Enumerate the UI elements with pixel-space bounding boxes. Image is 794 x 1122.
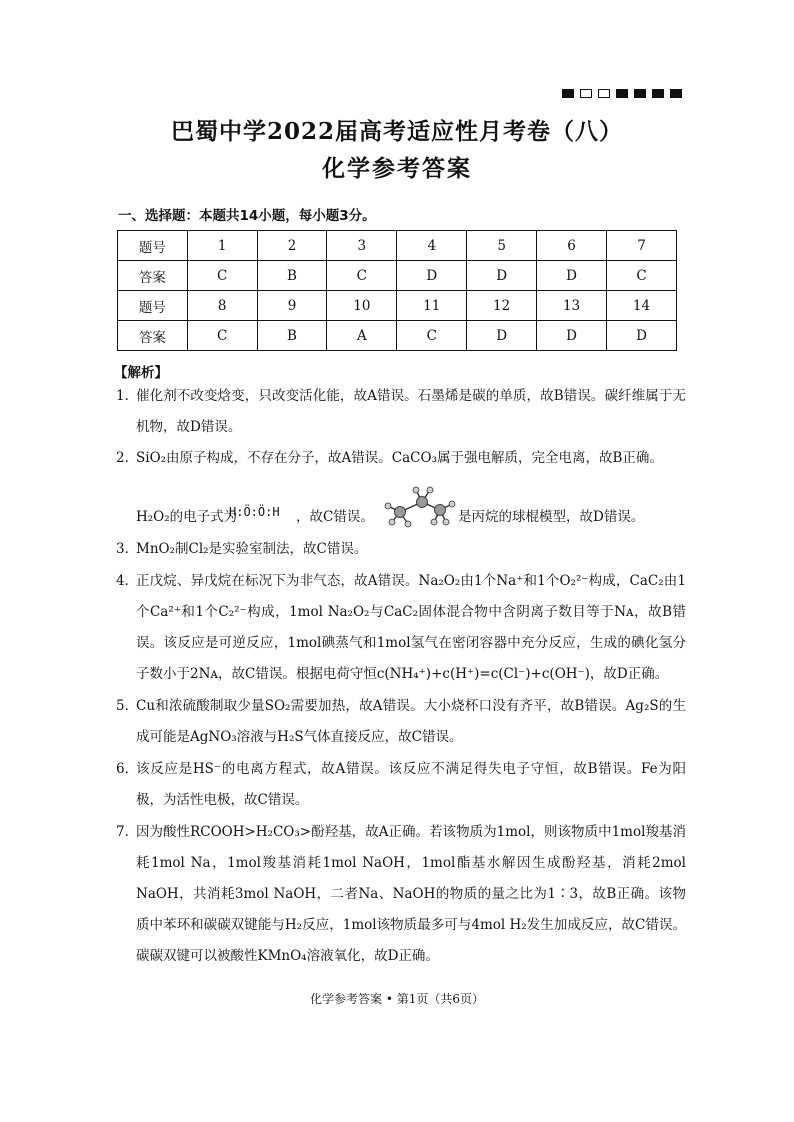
table-cell: D	[537, 321, 607, 351]
table-cell: 4	[397, 231, 467, 261]
table-cell: 7	[607, 231, 677, 261]
mark-filled	[562, 89, 574, 98]
item-2-text-a: H₂O₂的电子式为	[136, 509, 238, 525]
section-heading: 一、选择题：本题共14小题，每小题3分。	[118, 208, 376, 224]
item-text: Cu和浓硫酸制取少量SO₂需要加热，故A错误。大小烧杯口没有齐平，故B错误。Ag₂S的生成可能是AgNO₃溶液与H₂S气体直接反应，故C错误。	[136, 698, 686, 745]
table-cell: 9	[257, 291, 327, 321]
table-cell: D	[607, 321, 677, 351]
table-cell: C	[397, 321, 467, 351]
item-text: 催化剂不改变焓变，只改变活化能，故A错误。石墨烯是碳的单质，故B错误。碳纤维属于无机物，故D错误。	[136, 388, 686, 435]
table-cell: 10	[327, 291, 397, 321]
table-cell: D	[467, 321, 537, 351]
table-cell: 13	[537, 291, 607, 321]
table-cell: D	[467, 261, 537, 291]
page-footer: 化学参考答案 • 第1页（共6页）	[310, 992, 484, 1006]
item-number: 3．	[116, 541, 139, 557]
analysis-item-1	[116, 381, 686, 443]
mark-filled	[652, 89, 664, 98]
table-cell: A	[327, 321, 397, 351]
propane-ball-stick-model-icon	[382, 484, 458, 528]
table-cell: C	[607, 261, 677, 291]
analysis-item-7	[116, 817, 686, 972]
table-cell: 8	[187, 291, 257, 321]
mark-filled	[670, 89, 682, 98]
item-number: 7．	[116, 824, 139, 840]
mark-filled	[634, 89, 646, 98]
item-text: MnO₂制Cl₂是实验室制法，故C错误。	[136, 541, 368, 557]
table-cell: 12	[467, 291, 537, 321]
table-row-header: 题号	[118, 231, 188, 261]
item-text: SiO₂由原子构成，不存在分子，故A错误。CaCO₃属于强电解质，完全电离，故B正确。	[136, 450, 663, 466]
table-cell: 11	[397, 291, 467, 321]
table-cell: 3	[327, 231, 397, 261]
table-cell: 5	[467, 231, 537, 261]
item-2-line-2	[136, 484, 696, 534]
h2o2-electron-formula: H:Ö:Ö:H	[229, 505, 280, 519]
item-text: 正戊烷、异戊烷在标况下为非气态，故A错误。Na₂O₂由1个Na⁺和1个O₂²⁻构成，CaC₂由1个Ca²⁺和1个C₂²⁻构成，1mol Na₂O₂与CaC₂固体混合物中含阴离子数目等于Nᴀ，故B错误。该反应是可逆反应，1mol碘蒸气和1mol氢气在密闭容器中充分反应，生成的碘化氢分子数小于2Nᴀ，故C错误。根据电荷守恒c(NH₄⁺)+c(H⁺)=c(Cl⁻)+c(OH⁻)，故D正确。	[136, 573, 686, 682]
table-cell: 6	[537, 231, 607, 261]
table-cell: C	[187, 321, 257, 351]
corner-marks	[562, 89, 682, 98]
table-cell: D	[537, 261, 607, 291]
item-2-text-c: 是丙烷的球棍模型，故D错误。	[458, 509, 645, 525]
table-cell: 1	[187, 231, 257, 261]
table-cell: D	[397, 261, 467, 291]
mark-outline	[598, 89, 610, 98]
table-cell: B	[257, 261, 327, 291]
item-number: 1．	[116, 388, 139, 404]
table-cell: C	[187, 261, 257, 291]
mark-filled	[616, 89, 628, 98]
table-row	[118, 291, 677, 321]
table-cell: 14	[607, 291, 677, 321]
table-row-header: 答案	[118, 261, 188, 291]
table-row	[118, 321, 677, 351]
table-cell: 2	[257, 231, 327, 261]
table-cell: B	[257, 321, 327, 351]
table-row-header: 题号	[118, 291, 188, 321]
analysis-item-3	[116, 534, 686, 565]
analysis-heading: 【解析】	[114, 365, 168, 381]
item-number: 2．	[116, 450, 139, 466]
item-text: 因为酸性RCOOH>H₂CO₃>酚羟基，故A正确。若该物质为1mol，则该物质中1mol羧基消耗1mol Na，1mol羧基消耗1mol NaOH，1mol酯基水解因生成酚羟基，消耗2mol NaOH，共消耗3mol NaOH，二者Na、NaOH的物质的量之比为1∶3，故B正确。该物质中苯环和碳碳双键能与H₂反应，1mol该物质最多可与4mol H₂发生加成反应，故C错误。碳碳双键可以被酸性KMnO₄溶液氧化，故D正确。	[136, 824, 686, 964]
table-row	[118, 261, 677, 291]
page-title: 巴蜀中学2022届高考适应性月考卷（八）	[170, 118, 623, 145]
table-row	[118, 231, 677, 261]
item-number: 4．	[116, 573, 139, 589]
answer-table	[117, 230, 677, 351]
analysis-item-2	[116, 443, 686, 474]
table-row-header: 答案	[118, 321, 188, 351]
page-subtitle: 化学参考答案	[322, 155, 472, 182]
table-cell: C	[327, 261, 397, 291]
item-2-text-b: ，故C错误。	[296, 509, 374, 525]
mark-outline	[580, 89, 592, 98]
item-number: 5．	[116, 698, 139, 714]
analysis-item-5	[116, 691, 686, 753]
item-number: 6．	[116, 761, 139, 777]
item-text: 该反应是HS⁻的电离方程式，故A错误。该反应不满足得失电子守恒，故B错误。Fe为阳极，为活性电极，故C错误。	[136, 761, 686, 808]
analysis-item-6	[116, 754, 686, 816]
analysis-item-4	[116, 566, 686, 690]
